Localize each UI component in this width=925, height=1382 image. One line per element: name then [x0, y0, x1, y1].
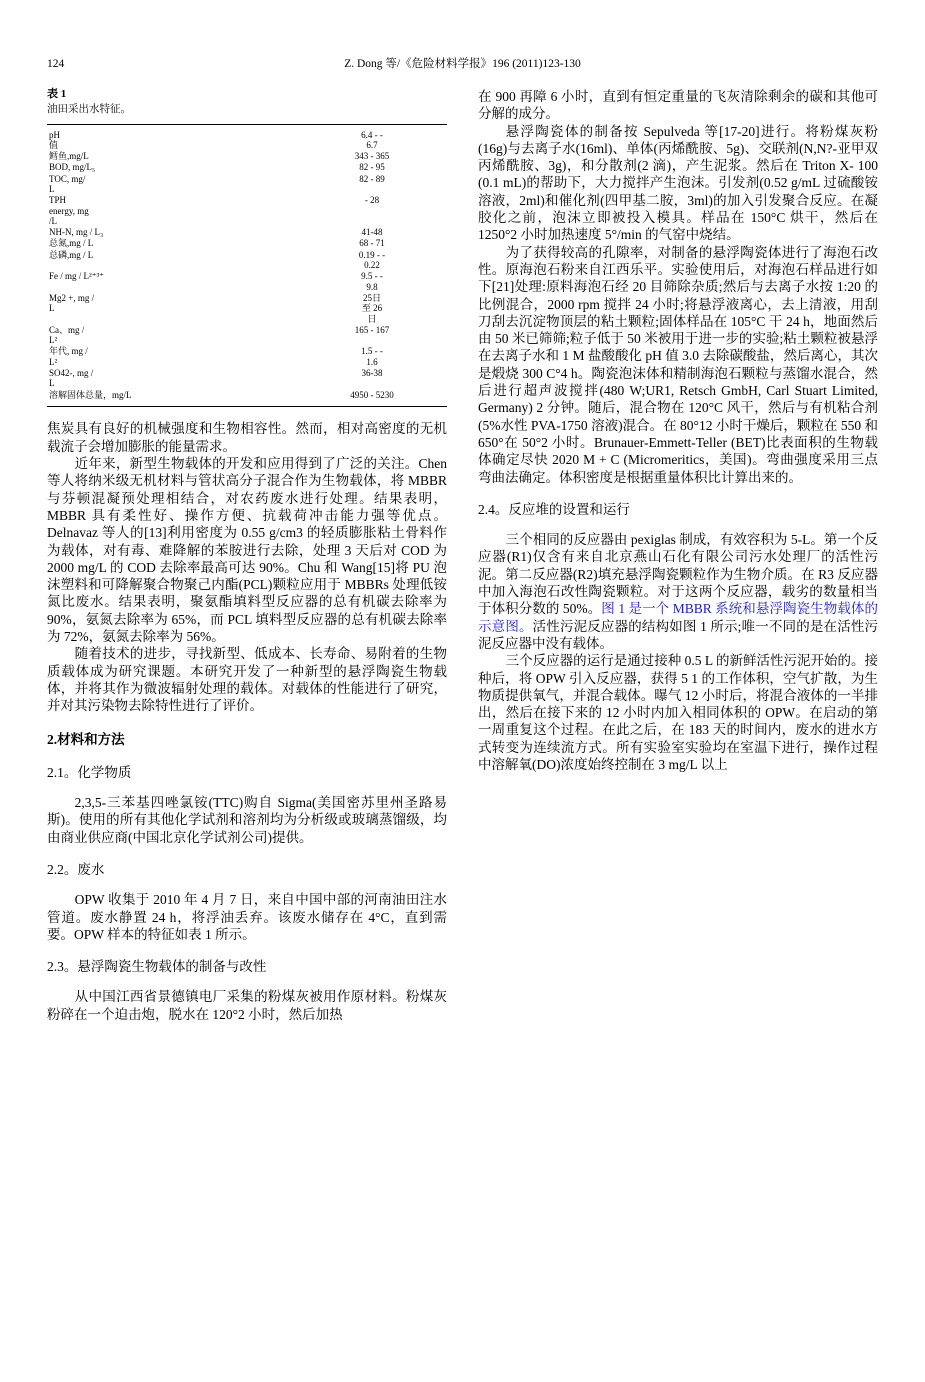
- table-cell-value: 82 - 89: [359, 173, 385, 184]
- paragraph-carrier-review: 近年来，新型生物载体的开发和应用得到了广泛的关注。Chen 等人将纳米级无机材料与管状高分子混合作为生物载体，将 MBBR 与芬顿混凝预处理相结合，对农药废水进行处理。结果表明，MBBR 具有柔性好、操作方便、抗载荷冲击能力强等优点。Delnavaz 等人的[13]利用密度为 0.55 g/cm3 的轻质膨胀粘土骨料作为载体，对有毒、难降解的苯胺进行去除，处理 3 天后对 COD 为 2000 mg/L 的 COD 去除率最高可达 90%。Chu 和 Wang[15]将 PU 泡沫塑料和可降解聚合物聚己内酯(PCL)颗粒应用于 MBBRs 处理低铵氮比废水。结果表明，聚氨酯填料型反应器的总有机碳去除率为 90%，氨氮去除率为 65%，而 PCL 填料型反应器的总有机碳去除率为 72%，氨氮去除率为 56%。: [47, 456, 447, 644]
- subsection-heading-reactor-setup: 2.4。反应堆的设置和运行: [478, 501, 630, 517]
- table-1-body: [47, 124, 447, 407]
- paragraph-reactor-description: [478, 531, 878, 652]
- paragraph-intro-continuation: 焦炭具有良好的机械强度和生物相容性。然而，相对高密度的无机载流子会增加膨胀的能量需求。: [47, 421, 447, 454]
- page-number: 124: [47, 58, 65, 70]
- table-row: [47, 292, 447, 324]
- table-cell-parameter: 总氮,mg / L: [49, 238, 94, 249]
- paragraph-study-aim: 随着技术的进步，寻找新型、低成本、长寿命、易附着的生物质载体成为研究课题。本研究开发了一种新型的悬浮陶瓷生物载体，并将其作为微波辐射处理的载体。对载体的性能进行了研究，并对其污染物去除特性进行了评价。: [47, 646, 447, 714]
- table-cell-parameter: BOD, mg/L₅: [49, 162, 96, 173]
- table-cell-parameter: Mg2 +, mg / L: [49, 292, 95, 314]
- subsection-heading-carrier-preparation: 2.3。悬浮陶瓷生物载体的制备与改性: [47, 959, 267, 975]
- paragraph-fly-ash: 从中国江西省景德镇电厂采集的粉煤灰被用作原材料。粉煤灰粉碎在一个迫击炮，脱水在 120°2 小时，然后加热: [47, 989, 447, 1022]
- two-column-body: [47, 88, 878, 1023]
- table-cell-value: 1.5 - - 1.6: [361, 346, 383, 367]
- table-1-label: 表 1: [47, 88, 67, 100]
- table-cell-parameter: Ca、mg / L²: [49, 324, 85, 346]
- paragraph-ceramic-preparation: 悬浮陶瓷体的制备按 Sepulveda 等[17-20]进行。将粉煤灰粉(16g)与去离子水(16ml)、单体(丙烯酰胺、5g)、交联剂(N,N?-亚甲双丙烯酰胺、3g)，和分散剂(2 滴)，产生泥浆。然后在 Triton X- 100 (0.1 mL)的帮助下，大力搅拌产生泡沫。引发剂(0.52 g/mL 过硫酸铵溶液，2ml)和催化剂(四甲基二胺，3ml)的加入引发聚合反应。在凝胶化之前，泡沫立即被投入模具。样品在 150°C 烘干，然后在 1250°2 小时加热速度 5°/min 的气窑中烧结。: [478, 123, 878, 243]
- reactor-text-before-link: 三个相同的反应器由 pexiglas 制成，有效容积为 5-L。第一个反应器(R1)仅含有来自北京燕山石化有限公司污水处理厂的活性污泥。第二反应器(R2)填充悬浮陶瓷颗粒作为生物介质。在 R3 反应器中加入海泡石改性陶瓷颗粒。对于这两个反应器，载劣的数量相当于体积分数的 50%。: [478, 532, 878, 617]
- table-cell-value: 165 - 167: [354, 324, 390, 335]
- table-cell-value: 82 - 95: [359, 162, 385, 173]
- table-cell-value: 68 - 71: [359, 238, 385, 249]
- table-cell-value: 9.5 - - 9.8: [361, 271, 383, 292]
- table-row: [47, 249, 447, 271]
- table-cell-parameter: 鳕鱼,mg/L: [49, 151, 89, 162]
- table-cell-value: 0.19 - - 0.22: [358, 249, 386, 271]
- table-cell-value: 36-38: [361, 368, 383, 379]
- table-row: [47, 324, 447, 346]
- running-head-citation: Z. Dong 等/《危险材料学报》196 (2011)123-130: [344, 58, 581, 70]
- table-1-caption: 油田采出水特征。: [47, 104, 131, 115]
- table-cell-parameter: pH 值: [49, 129, 60, 150]
- paragraph-calcination-continuation: 在 900 再障 6 小时，直到有恒定重量的飞灰清除剩余的碳和其他可分解的成分。: [478, 89, 878, 122]
- section-heading-materials-methods: 2.材料和方法: [47, 732, 125, 748]
- table-cell-parameter: TOC, mg/ L: [49, 173, 86, 194]
- reactor-text-after-link: 活性污泥反应器的结构如图 1 所示;唯一不同的是在活性污泥反应器中没有载体。: [478, 618, 879, 651]
- figure-1-reference-link[interactable]: 图 1 是一个 MBBR 系统和悬浮陶瓷生物载体的示意图。: [478, 601, 878, 634]
- table-row: [47, 151, 447, 162]
- table-cell-value: 41-48: [361, 227, 383, 238]
- page-header: [47, 57, 878, 71]
- paragraph-sepiolite-modification: 为了获得较高的孔隙率，对制备的悬浮陶瓷体进行了海泡石改性。原海泡石粉来自江西乐平。实验使用后，对海泡石样品进行如下[21]处理:原料海泡石经 20 目筛除杂质;然后与去离子水按 1:20 的比例混合，2000 rpm 搅拌 24 小时;将悬浮液离心，去上清液，用刮刀刮去沉淀物顶层的粘土颗粒;固体样品在 105°C 干 24 h，地面然后由 50 米已筛筛;粒子低于 50 米被用于进一步的实验;粘土颗粒被悬浮在去离子水和 1 M 盐酸酸化 pH 值 3.0 去除碳酸盐，然后离心，其次是煅烧 300 C°4 h。陶瓷泡沫体和精制海泡石颗粒与蒸馏水混合，然后进行超声波搅拌(480 W;UR1, Retsch GmbH, Carl Stuart Limited, Germany) 2 分钟。随后，混合物在 120°C 风干，然后与有机粘合剂(5%水性 PVA-1750 溶液)混合。在 80°12 小时干燥后，颗粒在 550 和 650°在 50°2 小时。Brunauer-Emmett-Teller (BET)比表面积的生物载体确定尽快 2020 M + C (Micromeritics，美国)。弯曲强度采用三点弯曲法确定。体积密度是根据重量体积比计算出来的。: [478, 244, 878, 485]
- paragraph-reactor-operation: 三个反应器的运行是通过接种 0.5 L 的新鲜活性污泥开始的。接种后，将 OPW 引入反应器，获得 5 1 的工作体积，空气扩散，为生物质提供氧气，并混合载体。曝气 12 小时后，将混合液体的一半排出，然后在接下来的 12 小时内加入相同体积的 OPW。在启动的第一周重复这个过程。在此之后，在 183 天的时间内，废水的进水方式转变为连续流方式。所有实验室实验均在室温下进行，操作过程中溶解氧(DO)浓度始终控制在 3 mg/L 以上: [478, 653, 878, 772]
- table-cell-value: 343 - 365: [354, 151, 390, 162]
- table-row: [47, 227, 447, 238]
- table-row: [47, 346, 447, 368]
- paragraph-wastewater: OPW 收集于 2010 年 4 月 7 日，来自中国中部的河南油田注水管道。废水静置 24 h，将浮油丢弃。该废水储存在 4°C，直到需要。OPW 样本的特征如表 1 所示。: [47, 892, 447, 942]
- subsection-heading-wastewater: 2.2。废水: [47, 861, 105, 877]
- table-row: [47, 389, 447, 400]
- table-cell-parameter: Fe / mg / L²⁺³⁺: [49, 271, 104, 282]
- table-1: [47, 88, 447, 407]
- paragraph-chemicals: 2,3,5-三苯基四唑氯铵(TTC)购自 Sigma(美国密苏里州圣路易斯)。使用的所有其他化学试剂和溶剂均为分析级或玻璃蒸馏级，均由商业供应商(中国北京化学试剂公司)提供。: [47, 795, 447, 845]
- table-cell-parameter: SO42-, mg / L: [49, 368, 94, 389]
- table-row: [47, 173, 447, 195]
- table-cell-value: - 28: [364, 195, 380, 206]
- table-row: [47, 162, 447, 173]
- table-row: [47, 129, 447, 151]
- left-column: [47, 88, 447, 1023]
- table-cell-value: 4950 - 5230: [350, 389, 394, 400]
- subsection-heading-chemicals: 2.1。化学物质: [47, 764, 132, 780]
- table-cell-parameter: 年代, mg / L²: [49, 346, 88, 367]
- table-row: [47, 195, 447, 227]
- table-cell-parameter: TPH energy, mg /L: [49, 195, 89, 226]
- table-cell-parameter: NH-N, mg / L₃: [49, 227, 104, 238]
- table-cell-parameter: 溶解固体总量，mg/L: [49, 389, 132, 400]
- right-column: [478, 88, 878, 773]
- table-row: [47, 271, 447, 293]
- table-cell-value: 25日 至 26 日: [361, 292, 383, 324]
- table-row: [47, 238, 447, 249]
- table-cell-parameter: 总磷,mg / L: [49, 249, 94, 260]
- table-cell-value: 6.4 - - 6.7: [361, 129, 383, 150]
- table-row: [47, 368, 447, 390]
